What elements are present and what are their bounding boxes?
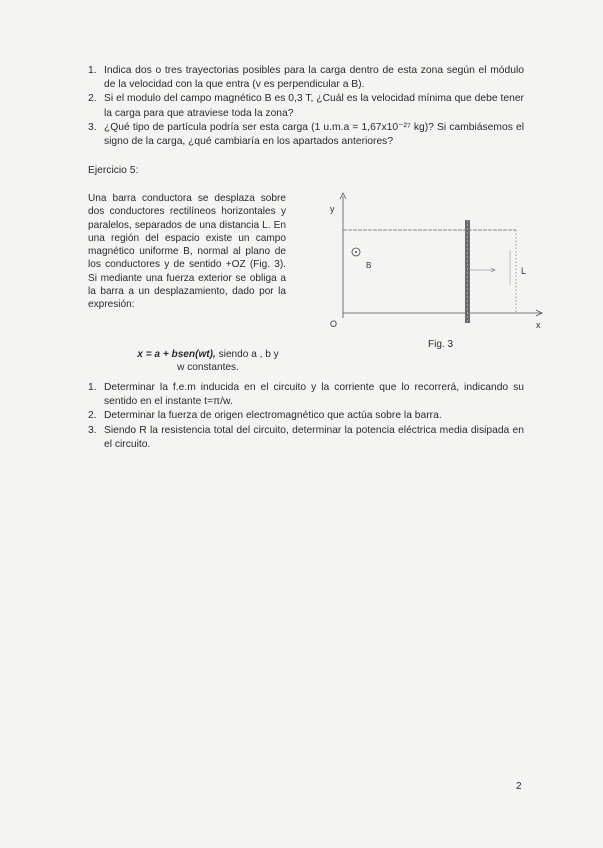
item-text: Si el modulo del campo magnético B es 0,3 T, ¿Cuál es la velocidad mínima que debe tener la carga para que atraviese toda la zona? — [104, 93, 524, 119]
item-text: Determinar la fuerza de origen electromagnético que actúa sobre la barra. — [104, 410, 442, 422]
list-item — [88, 121, 524, 149]
item-number: 1. — [88, 382, 97, 393]
y-label: y — [330, 204, 335, 214]
formula — [88, 348, 328, 375]
figure-3-diagram — [320, 190, 550, 340]
item-number: 2. — [88, 93, 97, 105]
item-number: 2. — [88, 410, 97, 422]
item-number: 3. — [88, 424, 97, 436]
item-text: Determinar la f.e.m inducida en el circuito y la corriente que lo recorrerá, indicando su sentido en el instante t=π/w. — [104, 382, 524, 408]
list-item — [88, 381, 524, 409]
item-number: 3. — [88, 121, 97, 133]
formula-expression: x = a + bsen(wt), — [137, 349, 216, 360]
item-text: ¿Qué tipo de partícula podría ser esta carga (1 u.m.a = 1,67x10⁻²⁷ kg)? Si cambiásemos el signo de la carga, ¿qué cambiaría en los apartados anteriores? — [104, 121, 524, 148]
l-label: L — [521, 266, 527, 276]
item-text: Siendo R la resistencia total del circuito, determinar la potencia eléctrica media disipada en el circuito. — [104, 424, 524, 450]
item-text: Indica dos o tres trayectorias posibles para la carga dentro de esta zona según el módulo de la velocidad con la que entra (v es perpendicular a B). — [104, 65, 524, 91]
item-number: 1. — [88, 65, 97, 76]
question-list-exercise5 — [88, 381, 524, 452]
list-item — [88, 409, 524, 423]
list-item — [88, 64, 524, 92]
x-label: x — [536, 320, 541, 330]
exercise-statement: Una barra conductora se desplaza sobre dos conductores rectilíneos horizontales y paralelos, separados de una distancia L. En una región del espacio existe un campo magnético uniforme B, normal al plano de los conductores y de sentido +OZ (Fig. 3). Si mediante una fuerza exterior se obliga a la barra a un desplazamiento, dado por la expresión: — [88, 193, 286, 311]
list-item — [88, 424, 524, 452]
question-list-previous — [88, 64, 524, 149]
formula-rest: siendo a , b y — [215, 349, 279, 360]
page-number: 2 — [516, 781, 522, 792]
formula-line2: w constantes. — [177, 362, 239, 374]
origin-label: O — [330, 319, 338, 329]
conducting-bar — [465, 220, 470, 323]
figure-caption: Fig. 3 — [428, 339, 454, 350]
exercise-heading: Ejercicio 5: — [88, 165, 139, 176]
b-label: B — [366, 261, 372, 270]
list-item — [88, 92, 524, 120]
